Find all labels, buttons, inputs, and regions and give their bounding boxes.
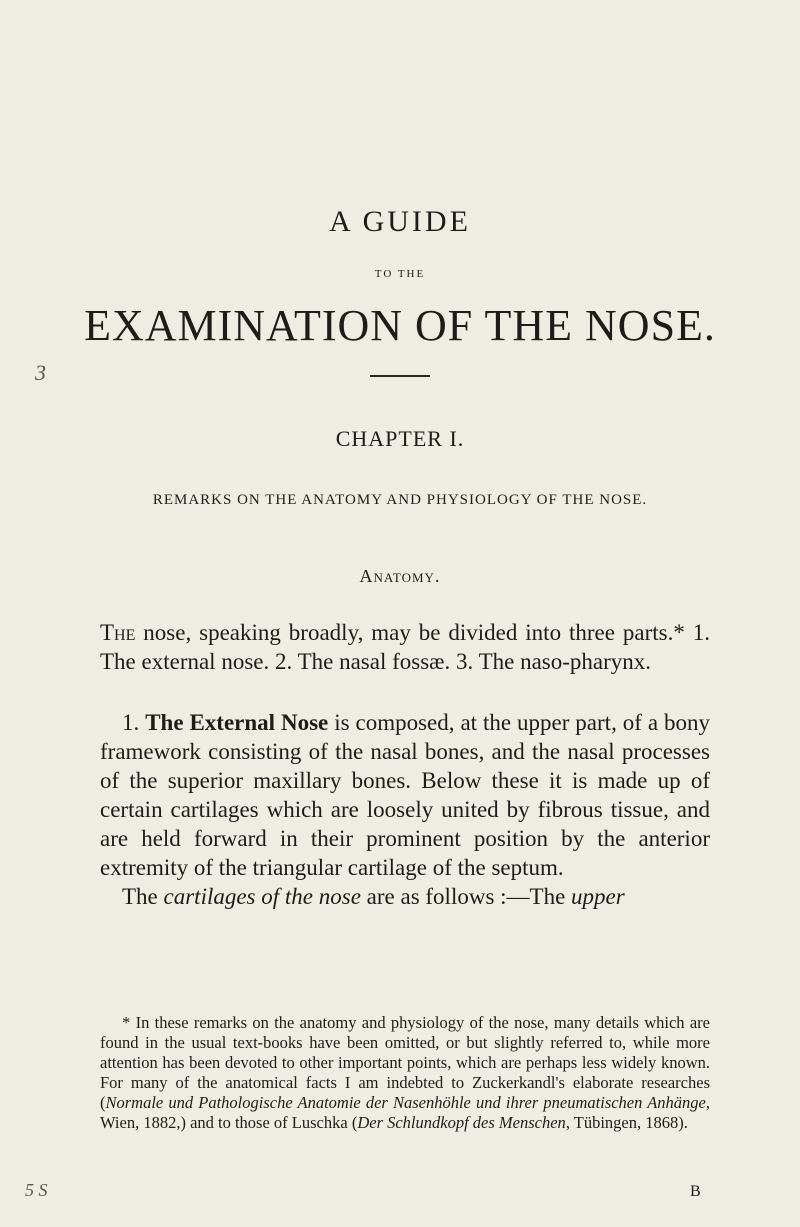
paragraph-3-term: cartilages of the nose bbox=[163, 884, 361, 909]
margin-mark-bottom: 5 S bbox=[25, 1180, 48, 1200]
footnote bbox=[100, 1013, 710, 1133]
footnote-citation-a: Normale und Pathologische Anatomie der Nasenhöhle und ihrer pneumatischen Anhänge bbox=[105, 1093, 706, 1112]
footnote-text-b: , Wien, 1882,) and to those of Luschka ( bbox=[100, 1093, 710, 1132]
title-rule bbox=[370, 375, 430, 377]
footnote-citation-b: Der Schlundkopf des Menschen bbox=[357, 1113, 566, 1132]
paragraph-3-text: are as follows :—The bbox=[360, 884, 572, 909]
paragraph-1 bbox=[100, 618, 710, 676]
chapter-subheading: REMARKS ON THE ANATOMY AND PHYSIOLOGY OF THE NOSE. bbox=[152, 492, 648, 508]
signature-mark: B bbox=[690, 1183, 701, 1200]
paragraph-3-term-2: upper bbox=[571, 884, 625, 909]
paragraph-2-number: 1. bbox=[122, 710, 146, 735]
footnote-text-a: * In these remarks on the anatomy and physiology of the nose, many details which are found in the usual text-books have been omitted, or but slightly referred to, while more attention has been devoted to other important points, which are perhaps less widely known. For many of the anatomical facts I am indebted to Zuckerkandl's elaborate researches ( bbox=[100, 1013, 710, 1112]
footnote-text-c: , Tübingen, 1868). bbox=[565, 1113, 688, 1132]
paragraph-2-term: The External Nose bbox=[145, 710, 329, 735]
paragraph-2 bbox=[100, 708, 710, 911]
paragraph-3-lead: The bbox=[122, 884, 164, 909]
paragraph-1-lead: The bbox=[100, 620, 136, 645]
paragraph-1-text: nose, speaking broadly, may be divided into three parts.* 1. The external nose. 2. The nasal fossæ. 3. The naso-pharynx. bbox=[100, 620, 710, 674]
title-line-3: EXAMINATION OF THE NOSE. bbox=[84, 301, 716, 350]
title-line-1: A GUIDE bbox=[329, 205, 471, 238]
section-heading: Anatomy. bbox=[359, 566, 441, 586]
margin-mark-left: 3 bbox=[35, 360, 46, 385]
chapter-heading: CHAPTER I. bbox=[335, 426, 465, 451]
paragraph-2-text: is composed, at the upper part, of a bony framework consisting of the nasal bones, and the nasal processes of the superior maxillary bones. Below these it is made up of certain cartilages which are loosely united by fibrous tissue, and are held forward in their prominent position by the anterior extremity of the triangular cartilage of the septum. bbox=[100, 710, 710, 880]
title-line-2: TO THE bbox=[374, 268, 426, 280]
